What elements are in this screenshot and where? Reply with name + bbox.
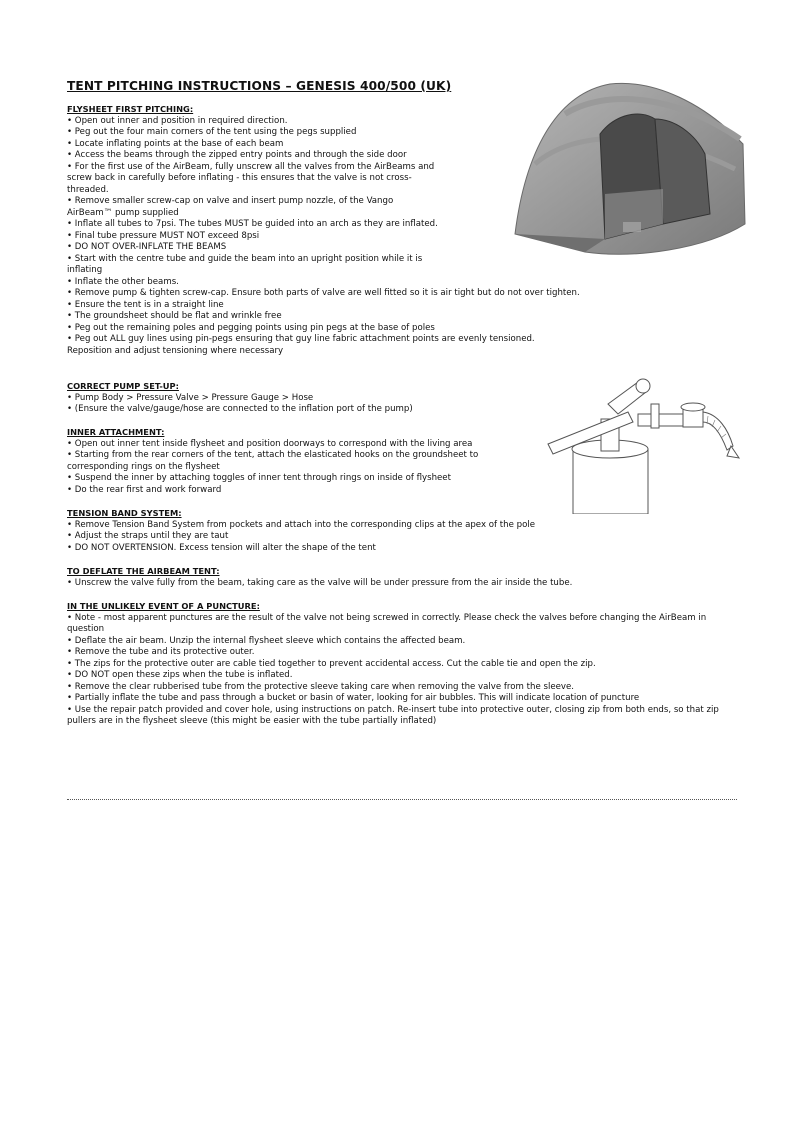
puncture-line: • DO NOT open these zips when the tube is inflated. bbox=[67, 670, 293, 680]
tension-lines bbox=[67, 520, 535, 555]
puncture-line: pullers are in the flysheet sleeve (this might be easier with the tube partially inflated) bbox=[67, 716, 437, 726]
puncture-line: • The zips for the protective outer are cable tied together to prevent accidental access. Cut the cable tie and open the zip. bbox=[67, 658, 596, 669]
inner-line: • Suspend the inner by attaching toggles of inner tent through rings on inside of flysheet bbox=[67, 473, 451, 483]
flysheet-line: • Peg out the four main corners of the tent using the pegs supplied bbox=[67, 127, 357, 137]
inner-line: • Open out inner tent inside flysheet and position doorways to correspond with the living area bbox=[67, 438, 473, 449]
pump-lines bbox=[67, 393, 413, 416]
flysheet-line: • Inflate the other beams. bbox=[67, 276, 179, 287]
puncture-line: • Remove the tube and its protective outer. bbox=[67, 647, 255, 657]
tension-heading: TENSION BAND SYSTEM: bbox=[67, 508, 182, 518]
section-pump bbox=[67, 381, 413, 416]
section-tension bbox=[67, 508, 535, 554]
inner-line: • Do the rear first and work forward bbox=[67, 484, 222, 495]
flysheet-lines bbox=[67, 116, 580, 358]
footer-dotted-rule bbox=[67, 799, 737, 800]
flysheet-heading: FLYSHEET FIRST PITCHING: bbox=[67, 104, 194, 114]
pump-heading: CORRECT PUMP SET-UP: bbox=[67, 381, 179, 391]
inner-line: corresponding rings on the flysheet bbox=[67, 461, 220, 472]
flysheet-line: • Final tube pressure MUST NOT exceed 8psi bbox=[67, 230, 260, 241]
flysheet-line: threaded. bbox=[67, 184, 109, 195]
tension-line: • Adjust the straps until they are taut bbox=[67, 531, 229, 541]
puncture-lines bbox=[67, 613, 719, 728]
flysheet-line: • For the first use of the AirBeam, fully unscrew all the valves from the AirBeams and bbox=[67, 161, 435, 172]
flysheet-line: • DO NOT OVER-INFLATE THE BEAMS bbox=[67, 242, 227, 252]
section-deflate bbox=[67, 566, 572, 589]
deflate-lines bbox=[67, 578, 572, 590]
flysheet-line: screw back in carefully before inflating - this ensures that the valve is not cross- bbox=[67, 173, 412, 183]
puncture-line: • Deflate the air beam. Unzip the internal flysheet sleeve which contains the affected beam. bbox=[67, 635, 466, 646]
tension-line: • Remove Tension Band System from pockets and attach into the corresponding clips at the apex of the pole bbox=[67, 519, 535, 530]
puncture-line: • Note - most apparent punctures are the result of the valve not being screwed in correctly. Please check the valves before changing the AirBeam in bbox=[67, 612, 707, 623]
flysheet-line: • Remove smaller screw-cap on valve and insert pump nozzle, of the Vango bbox=[67, 196, 394, 206]
deflate-heading: TO DEFLATE THE AIRBEAM TENT: bbox=[67, 566, 220, 576]
flysheet-line: • Locate inflating points at the base of each beam bbox=[67, 138, 284, 149]
puncture-line: • Partially inflate the tube and pass through a bucket or basin of water, looking for air bubbles. This will indicate location of puncture bbox=[67, 693, 640, 703]
puncture-line: question bbox=[67, 624, 105, 634]
pump-line: • Pump Body > Pressure Valve > Pressure Gauge > Hose bbox=[67, 392, 314, 403]
tent-photo bbox=[505, 74, 750, 270]
deflate-line: • Unscrew the valve fully from the beam, taking care as the valve will be under pressure from the air inside the tube. bbox=[67, 577, 573, 588]
flysheet-line: • Inflate all tubes to 7psi. The tubes MUST be guided into an arch as they are inflated. bbox=[67, 219, 438, 229]
flysheet-line: • Open out inner and position in required direction. bbox=[67, 115, 288, 126]
flysheet-line: • Peg out the remaining poles and pegging points using pin pegs at the base of poles bbox=[67, 322, 435, 333]
section-flysheet bbox=[67, 104, 580, 357]
puncture-heading: IN THE UNLIKELY EVENT OF A PUNCTURE: bbox=[67, 601, 260, 611]
flysheet-line: inflating bbox=[67, 265, 103, 275]
flysheet-line: • Ensure the tent is in a straight line bbox=[67, 299, 224, 310]
flysheet-line: AirBeam™ pump supplied bbox=[67, 207, 179, 218]
puncture-line: • Remove the clear rubberised tube from the protective sleeve taking care when removing the valve from the sleeve. bbox=[67, 681, 575, 692]
flysheet-line: • Start with the centre tube and guide the beam into an upright position while it is bbox=[67, 253, 423, 264]
flysheet-line: • Access the beams through the zipped entry points and through the side door bbox=[67, 150, 407, 160]
section-inner bbox=[67, 427, 478, 496]
pump-line: • (Ensure the valve/gauge/hose are connected to the inflation port of the pump) bbox=[67, 404, 413, 414]
section-puncture bbox=[67, 601, 719, 728]
inner-heading: INNER ATTACHMENT: bbox=[67, 427, 165, 437]
flysheet-line: • Peg out ALL guy lines using pin-pegs ensuring that guy line fabric attachment points are evenly tensioned. bbox=[67, 334, 535, 344]
flysheet-line: • The groundsheet should be flat and wrinkle free bbox=[67, 311, 282, 321]
flysheet-line: • Remove pump & tighten screw-cap. Ensure both parts of valve are well fitted so it is air tight but do not over tighten. bbox=[67, 288, 580, 298]
tension-line: • DO NOT OVERTENSION. Excess tension will alter the shape of the tent bbox=[67, 542, 376, 553]
flysheet-line: Reposition and adjust tensioning where necessary bbox=[67, 345, 284, 356]
document-title: TENT PITCHING INSTRUCTIONS – GENESIS 400/500 (UK) bbox=[67, 79, 452, 93]
pump-drawing bbox=[543, 374, 743, 514]
inner-lines bbox=[67, 439, 478, 497]
inner-line: • Starting from the rear corners of the tent, attach the elasticated hooks on the groundsheet to bbox=[67, 450, 479, 460]
puncture-line: • Use the repair patch provided and cover hole, using instructions on patch. Re-insert tube into protective outer, closing zip from both ends, so that zip bbox=[67, 704, 719, 715]
